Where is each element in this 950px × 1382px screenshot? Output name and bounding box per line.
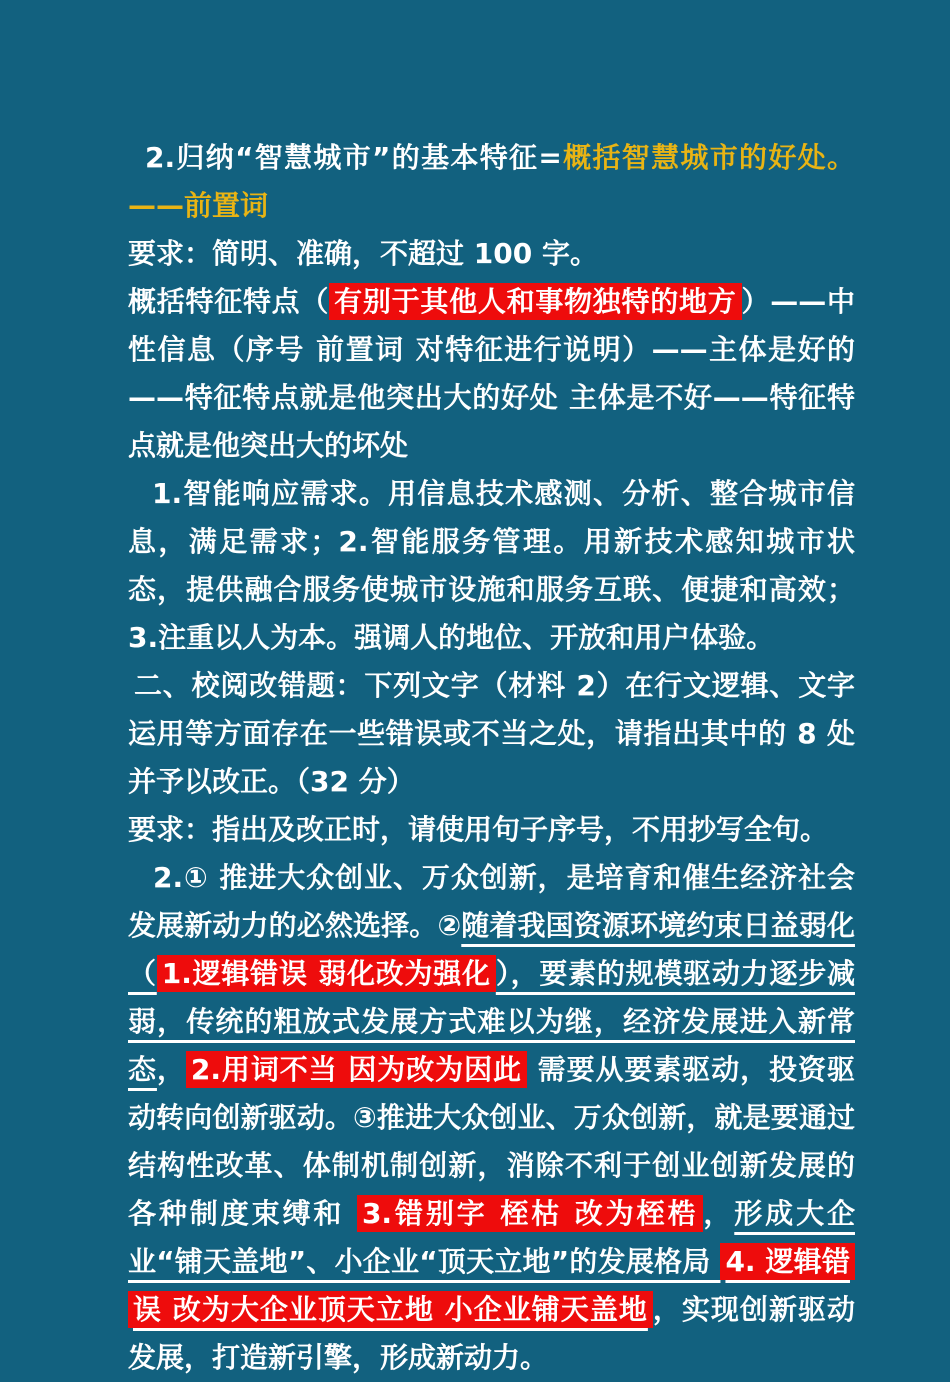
- correction-2-highlight: 2.用词不当 因为改为因此: [186, 1051, 527, 1088]
- exercise2-requirement: 要求：简明、准确，不超过 100 字。: [128, 237, 598, 270]
- note-post-text: ）——中性信息（序号 前置词 对特征进行说明）——主体是好的——特征特点就是他突出大的好处 主体是不好——特征特点就是他突出大的坏处: [128, 285, 855, 462]
- exercise2-heading-yellow-annotation: 概括智慧城市的好处。——前置词: [128, 141, 855, 222]
- passage-sentence-3: 需要从要素驱动，投资驱动转向创新驱动。③推进大众创业、万众创新，就是要通过结构性改革、体制机制创新，消除不利于创业创新发展的各种制度束缚和: [128, 1053, 855, 1230]
- section2-title: 二、校阅改错题：下列文字（材料 2）在行文逻辑、文字运用等方面存在一些错误或不当之处，请指出其中的 8 处并予以改正。（32 分）: [128, 669, 855, 798]
- passage-underlined-clause-1: 随着我国资源环境约束日益弱化（: [128, 909, 855, 990]
- feature-definition-note: [128, 278, 855, 470]
- note-pre-text: 概括特征特点（: [128, 285, 330, 318]
- passage-sentence-end: ，实现创新驱动发展，打造新引擎，形成新动力。: [128, 1293, 855, 1374]
- passage-comma-2: ，: [703, 1197, 735, 1230]
- passage-sentence-1: 2.① 推进大众创业、万众创新，是培育和催生经济社会发展新动力的必然选择。②: [128, 861, 855, 942]
- correction-3-highlight: 3.错别字 桎枯 改为桎梏: [357, 1195, 703, 1232]
- proofreading-passage: [128, 854, 855, 1382]
- correction-1-highlight: 1.逻辑错误 弱化改为强化: [157, 955, 496, 992]
- section2-requirement: 要求：指出及改正时，请使用句子序号，不用抄写全句。: [128, 813, 829, 846]
- exercise2-heading-text: 2.归纳“智慧城市”的基本特征=: [145, 141, 562, 174]
- exercise2-model-answer: 1.智能响应需求。用信息技术感测、分析、整合城市信息，满足需求；2.智能服务管理。用新技术感知城市状态，提供融合服务使城市设施和服务互联、便捷和高效；3.注重以人为本。强调人的地位、开放和用户体验。: [128, 477, 855, 654]
- passage-underlined-clause-2: ），要素的规模驱动力逐步减弱，传统的粗放式发展方式难以为继，经济发展进入新常态: [128, 957, 855, 1086]
- passage-underlined-clause-3: 形成大企业“铺天盖地”、小企业“顶天立地”的发展格局: [128, 1197, 855, 1278]
- correction-4-highlight: 4. 逻辑错误 改为大企业顶天立地 小企业铺天盖地: [128, 1243, 855, 1328]
- passage-comma-1: ，: [156, 1053, 186, 1086]
- exercise2-heading: [128, 134, 855, 230]
- note-red-highlight: 有别于其他人和事物独特的地方: [329, 283, 741, 320]
